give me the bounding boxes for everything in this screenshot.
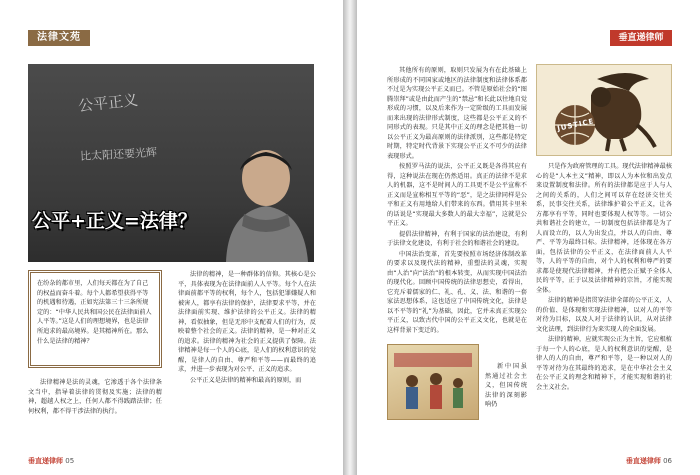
left-column-text <box>28 378 162 417</box>
child-figure-icon <box>218 142 314 262</box>
left-page <box>0 0 343 475</box>
justice-lion-illustration <box>536 64 672 156</box>
paragraph: 法律的精神是指贯穿法律全部的公平正义，人的价值、是体现和实现法律精神，以对人的平等对待为目标，以及人对于法律的认识，从对法律文化法理，到法律行为来实现人的全面发展。 <box>536 297 672 333</box>
footer-brand: 垂直递律师 <box>28 457 63 465</box>
brand-badge: 垂直递律师 <box>610 30 672 46</box>
page-number: 05 <box>65 457 75 465</box>
page-gutter <box>343 0 357 475</box>
paragraph: 公平正义是法律的精神和最高的原则，而 <box>190 376 302 384</box>
page-footer <box>626 456 672 466</box>
globe-label: JUSTICE <box>556 117 596 133</box>
paragraph: 法律的精神，是一种群体的信仰。其核心是公平，具体表现为在法律面前人人平等。每个人在法律面前都平等的权利，每个人，包括犯罪嫌疑人和被害人，都享有法律的保护，法律要求平等，并在法律面前实现、维护法律的公平正义。法律的精神，看似抽象，但是无形中支配着人们的行为，反映着整个社会的正义。法律的精神，是一种对正义的追求。法律的精神为社会的正义提供了保障。法律精神是每一个人的心底，是人们的权利意识的觉醒，是律人的自由、尊严和平等——而最终的追求，并进一步表现为对公平、正义的追求。 <box>178 271 316 373</box>
intro-box <box>28 270 162 368</box>
intro-text: 在纷杂的都市里，人们每天都在为了自己的权益而奋斗着。每个人都希望获得平等的机遇和待遇，正如宪法第三十三条所规定的：“中华人民共和国公民在法律面前人人平等。”这是人们的理想境界，也是法律所追求的最高境界。是其精神所在。那么什么是法律的精神？ <box>37 280 152 345</box>
paragraph: 按照罗马法的说法，公平正义既是各得其应有得，这种说法在现在仍然适用。真正的法律不是求人的机器，这不是时间人的工具更不是公平宣称不正义而是宣称相互平等的“恶”，是之法律同样是公平和正义有用地给人们带来的东西。借用其卡里米的话说是“实现最大多数人的最大幸福”，这就是公平正义。 <box>387 163 527 227</box>
board-text-line1: 公平正义 <box>77 90 139 116</box>
traditional-painting <box>387 344 479 420</box>
painting-figures-icon <box>388 345 478 419</box>
paragraph: 只是作为政府管理的工具。现代法律精神最核心的是“人本主义”精神，即以人为本位和出发点来设置制度和法律。所有的法律都是应于人与人之间的关系的，人们之间可以存在经济交往关系，民事交往关系，法律维护着公平正义，让各方都享有平等，同时也要体现人权等等。一切公共和谐社会的建立，一切制度包括法律都是为了人而设立的，以人为出发点，并以人的自由、尊严、平等为最终目标。法律精神，还体现在各方面，包括法律的公平正义，在法律面前人人平等，人的平等的自由，对个人的权利和尊严的要求都是使现代法律精神，并有把公正赋予全体人民的平等，正于以及法律精神的宗旨，才能实现全体。 <box>536 163 672 294</box>
section-label: 法律文苑 <box>28 30 90 46</box>
page-footer <box>28 456 74 466</box>
right-column-text <box>178 270 316 386</box>
right-column-text <box>536 162 672 393</box>
paragraph: 新中国虽然通过社会主义，但国传统法律的深刻影响仍 <box>485 363 527 408</box>
paragraph: 法律精神是法的灵魂，它渗透于各个法律条文当中，指导着法律的贯彻及实施；法律的精神，超越人权之上，任何人都不得践踏法律；任何权利，都不得干涉法律的执行。 <box>28 379 162 415</box>
right-page <box>357 0 700 475</box>
paragraph: 提倡法律精神，有利于国家的法治建设，有利于法律文化建设，有利于社会的和谐社会的建设。 <box>387 230 527 247</box>
chalkboard-photo <box>28 64 314 262</box>
winged-lion-icon <box>537 65 671 155</box>
board-text-line2: 比太阳还要光辉 <box>79 145 158 164</box>
left-column-text <box>387 66 527 336</box>
paragraph: 法律的精神，应就实现公正为主旨，它应根植于每一个人的心底，是人的权利意识的觉醒，是律人的人的自由，尊严和平等，是一种以对人的平等对待为在其最终的追求，是在中华社会主义在公平正义的理念和精神下，才能实现和谐的社会主义社会。 <box>536 336 672 391</box>
footer-brand: 垂直递律师 <box>625 457 661 465</box>
paragraph: 其他所有的原则，取则只发展为有在此基础上所形成的不同国家或地区的法律制度和法律体系都不过是为实现公平正义而已。不管是原始社会的“图腾崇拜”或是由此而产生的“禁忌”和长此以往地自觉形成的习惯，以及后来作为一定阶级的工具而发展而来出现的法律形式制度，这些都是公平正义的不同形式的表现。只是其中正义的理念是把其他一切以公平正义为最高原则的法律派别，这些都是特定时期，特定时代背景下实现公平正义不可少的法律表现形式。 <box>387 67 527 160</box>
inset-column-text <box>485 362 527 411</box>
paragraph: 中国法治变革，首先要按照市场经济体制改革的要求以及现代法的精神，重塑法的灵魂，实现由“人治”向“法治”的根本转变，从而实现中国法治的现代化。回顾中国传统的法律思想史，看得出，它充斥着儒家的仁、礼、孔、义、法、和谐的一套家法思想体系，这也适应了中国传统文化，法律是以不平等的“礼”为基础，因此，它并未真正实现公平正义，以致古代中国的公平正义文化，也就是在这样背景下变迁的。 <box>387 250 527 334</box>
page-number: 06 <box>663 457 672 465</box>
photo-headline: 公平+正义=法律？ <box>32 210 197 232</box>
